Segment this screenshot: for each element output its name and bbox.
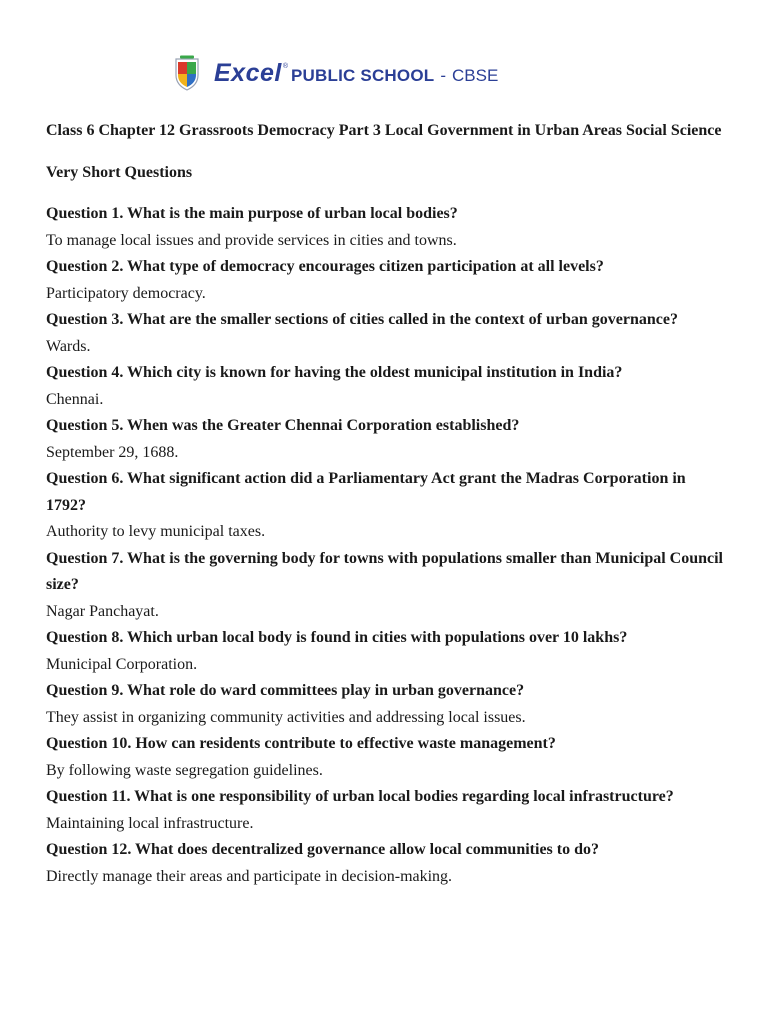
answer-text: Maintaining local infrastructure. xyxy=(46,814,254,832)
logo-separator: - xyxy=(440,65,447,85)
answer-text: Nagar Panchayat. xyxy=(46,602,159,620)
question-text: Question 8. Which urban local body is found in cities with populations over 10 lakhs? xyxy=(46,629,628,646)
answer-text: Municipal Corporation. xyxy=(46,655,198,673)
question-text: Question 3. What are the smaller sections of cities called in the context of urban governance? xyxy=(46,311,678,328)
question-text: Question 1. What is the main purpose of urban local bodies? xyxy=(46,205,458,222)
question-text: Question 6. What significant action did a Parliamentary Act grant the Madras Corporation in 1792? xyxy=(46,470,686,514)
answer-text: Chennai. xyxy=(46,390,104,408)
answer-text: September 29, 1688. xyxy=(46,443,179,461)
document-body xyxy=(46,118,728,890)
document-title: Class 6 Chapter 12 Grassroots Democracy Part 3 Local Government in Urban Areas Social Science xyxy=(46,122,722,139)
qa-item xyxy=(46,254,728,307)
question-text: Question 9. What role do ward committees play in urban governance? xyxy=(46,682,525,699)
answer-text: Participatory democracy. xyxy=(46,284,206,302)
school-crest-icon xyxy=(174,55,200,91)
qa-item xyxy=(46,678,728,731)
question-text: Question 7. What is the governing body for towns with populations smaller than Municipal Council size? xyxy=(46,549,723,593)
answer-text: They assist in organizing community activities and addressing local issues. xyxy=(46,708,526,726)
qa-item xyxy=(46,784,728,837)
question-text: Question 11. What is one responsibility of urban local bodies regarding local infrastructure? xyxy=(46,788,674,805)
answer-text: By following waste segregation guidelines. xyxy=(46,761,323,779)
qa-item xyxy=(46,307,728,360)
qa-item xyxy=(46,625,728,678)
section-heading: Very Short Questions xyxy=(46,163,193,181)
question-text: Question 10. How can residents contribute to effective waste management? xyxy=(46,735,556,752)
school-logo-text xyxy=(214,59,498,88)
qa-item xyxy=(46,413,728,466)
answer-text: Wards. xyxy=(46,337,91,355)
qa-item xyxy=(46,466,728,546)
question-text: Question 2. What type of democracy encourages citizen participation at all levels? xyxy=(46,258,604,275)
question-text: Question 12. What does decentralized governance allow local communities to do? xyxy=(46,841,599,858)
answer-text: Authority to levy municipal taxes. xyxy=(46,523,266,540)
school-name: PUBLIC SCHOOL xyxy=(291,65,435,85)
answer-text: To manage local issues and provide services in cities and towns. xyxy=(46,231,457,249)
qa-item xyxy=(46,360,728,413)
logo-trademark: ® xyxy=(282,62,289,70)
qa-item xyxy=(46,201,728,254)
qa-list xyxy=(46,201,728,890)
board-name: CBSE xyxy=(452,65,499,85)
question-text: Question 4. Which city is known for having the oldest municipal institution in India? xyxy=(46,364,623,381)
qa-item xyxy=(46,837,728,890)
qa-item xyxy=(46,731,728,784)
school-header xyxy=(174,54,498,92)
question-text: Question 5. When was the Greater Chennai Corporation established? xyxy=(46,417,520,434)
logo-word: Excel xyxy=(214,58,282,87)
answer-text: Directly manage their areas and participate in decision-making. xyxy=(46,867,453,885)
qa-item xyxy=(46,546,728,626)
